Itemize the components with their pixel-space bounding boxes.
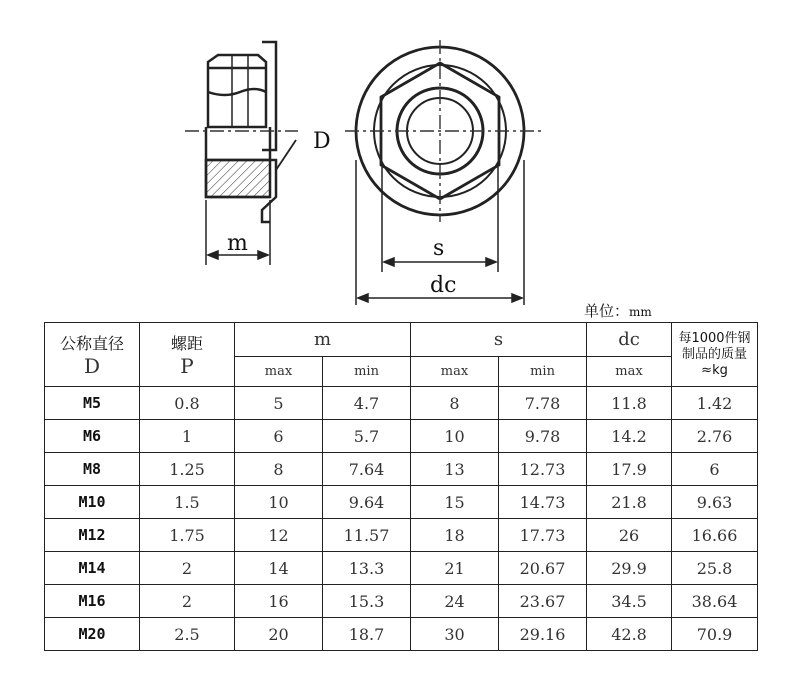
cell-m-min: 5.7 (323, 420, 411, 453)
cell-s-max: 15 (411, 486, 499, 519)
cell-s-max: 24 (411, 585, 499, 618)
cell-size: M12 (45, 519, 140, 552)
unit-label-unit: mm (629, 305, 652, 319)
table-row (45, 453, 758, 486)
cell-size: M6 (45, 420, 140, 453)
cell-pitch: 2 (140, 585, 235, 618)
header-mass-line2: 制品的质量 (682, 346, 748, 362)
cell-s-min: 23.67 (499, 585, 587, 618)
cell-s-min: 29.16 (499, 618, 587, 651)
cell-dc-max: 34.5 (587, 585, 672, 618)
dimension-table (44, 322, 758, 651)
header-mass-line1: 每1000件钢 (678, 330, 751, 346)
cell-m-max: 8 (235, 453, 323, 486)
cell-m-min: 9.64 (323, 486, 411, 519)
cell-s-min: 20.67 (499, 552, 587, 585)
cell-size: M10 (45, 486, 140, 519)
cell-m-min: 11.57 (323, 519, 411, 552)
cell-s-max: 21 (411, 552, 499, 585)
cell-mass: 6 (672, 453, 758, 486)
cell-mass: 25.8 (672, 552, 758, 585)
cell-s-max: 13 (411, 453, 499, 486)
cell-s-min: 17.73 (499, 519, 587, 552)
cell-pitch: 1.75 (140, 519, 235, 552)
cell-s-max: 8 (411, 387, 499, 420)
cell-pitch: 2 (140, 552, 235, 585)
cell-size: M20 (45, 618, 140, 651)
side-view (206, 42, 296, 222)
label-s: s (433, 236, 445, 261)
cell-s-min: 14.73 (499, 486, 587, 519)
cell-m-min: 18.7 (323, 618, 411, 651)
cell-pitch: 2.5 (140, 618, 235, 651)
cell-m-max: 14 (235, 552, 323, 585)
table-row (45, 387, 758, 420)
cell-s-max: 10 (411, 420, 499, 453)
cell-s-max: 18 (411, 519, 499, 552)
cell-mass: 16.66 (672, 519, 758, 552)
cell-dc-max: 17.9 (587, 453, 672, 486)
header-s-max: max (411, 357, 499, 387)
cell-s-min: 12.73 (499, 453, 587, 486)
cell-m-max: 10 (235, 486, 323, 519)
cell-mass: 2.76 (672, 420, 758, 453)
cell-dc-max: 14.2 (587, 420, 672, 453)
cell-mass: 9.63 (672, 486, 758, 519)
cell-m-max: 20 (235, 618, 323, 651)
header-s: s (411, 323, 587, 357)
cell-s-max: 30 (411, 618, 499, 651)
cell-size: M16 (45, 585, 140, 618)
cell-dc-max: 29.9 (587, 552, 672, 585)
cell-m-min: 4.7 (323, 387, 411, 420)
header-dc-max: max (587, 357, 672, 387)
unit-label-text: 单位： (584, 302, 630, 320)
cell-m-max: 16 (235, 585, 323, 618)
flange-nut-drawing (0, 0, 800, 310)
cell-s-min: 9.78 (499, 420, 587, 453)
cell-mass: 38.64 (672, 585, 758, 618)
cell-dc-max: 21.8 (587, 486, 672, 519)
header-pitch-sym: P (180, 354, 194, 378)
cell-size: M8 (45, 453, 140, 486)
cell-m-min: 13.3 (323, 552, 411, 585)
header-nominal-diameter-cn: 公称直径 (59, 334, 124, 353)
cell-dc-max: 26 (587, 519, 672, 552)
label-D: D (313, 129, 331, 154)
header-nominal-diameter-sym: D (83, 354, 101, 378)
cell-s-min: 7.78 (499, 387, 587, 420)
cell-pitch: 1.25 (140, 453, 235, 486)
cell-m-max: 6 (235, 420, 323, 453)
header-mass-unit: ≈kg (701, 362, 728, 378)
header-mass (672, 323, 758, 387)
table-row (45, 486, 758, 519)
label-m: m (227, 231, 248, 256)
header-m: m (235, 323, 411, 357)
table-row (45, 618, 758, 651)
cell-size: M5 (45, 387, 140, 420)
cell-dc-max: 11.8 (587, 387, 672, 420)
table-row (45, 519, 758, 552)
header-s-min: min (499, 357, 587, 387)
cell-pitch: 1.5 (140, 486, 235, 519)
cell-mass: 1.42 (672, 387, 758, 420)
cell-mass: 70.9 (672, 618, 758, 651)
table-body (45, 387, 758, 651)
header-pitch-cn: 螺距 (170, 334, 203, 353)
cell-size: M14 (45, 552, 140, 585)
cell-m-max: 12 (235, 519, 323, 552)
table-row (45, 585, 758, 618)
header-dc: dc (587, 323, 672, 357)
header-nominal-diameter (45, 323, 140, 387)
cell-m-min: 15.3 (323, 585, 411, 618)
unit-label (584, 300, 652, 321)
header-m-max: max (235, 357, 323, 387)
cell-pitch: 1 (140, 420, 235, 453)
label-dc: dc (430, 273, 457, 298)
cell-pitch: 0.8 (140, 387, 235, 420)
header-m-min: min (323, 357, 411, 387)
cell-dc-max: 42.8 (587, 618, 672, 651)
cell-m-max: 5 (235, 387, 323, 420)
header-pitch (140, 323, 235, 387)
table-row (45, 552, 758, 585)
table-row (45, 420, 758, 453)
cell-m-min: 7.64 (323, 453, 411, 486)
